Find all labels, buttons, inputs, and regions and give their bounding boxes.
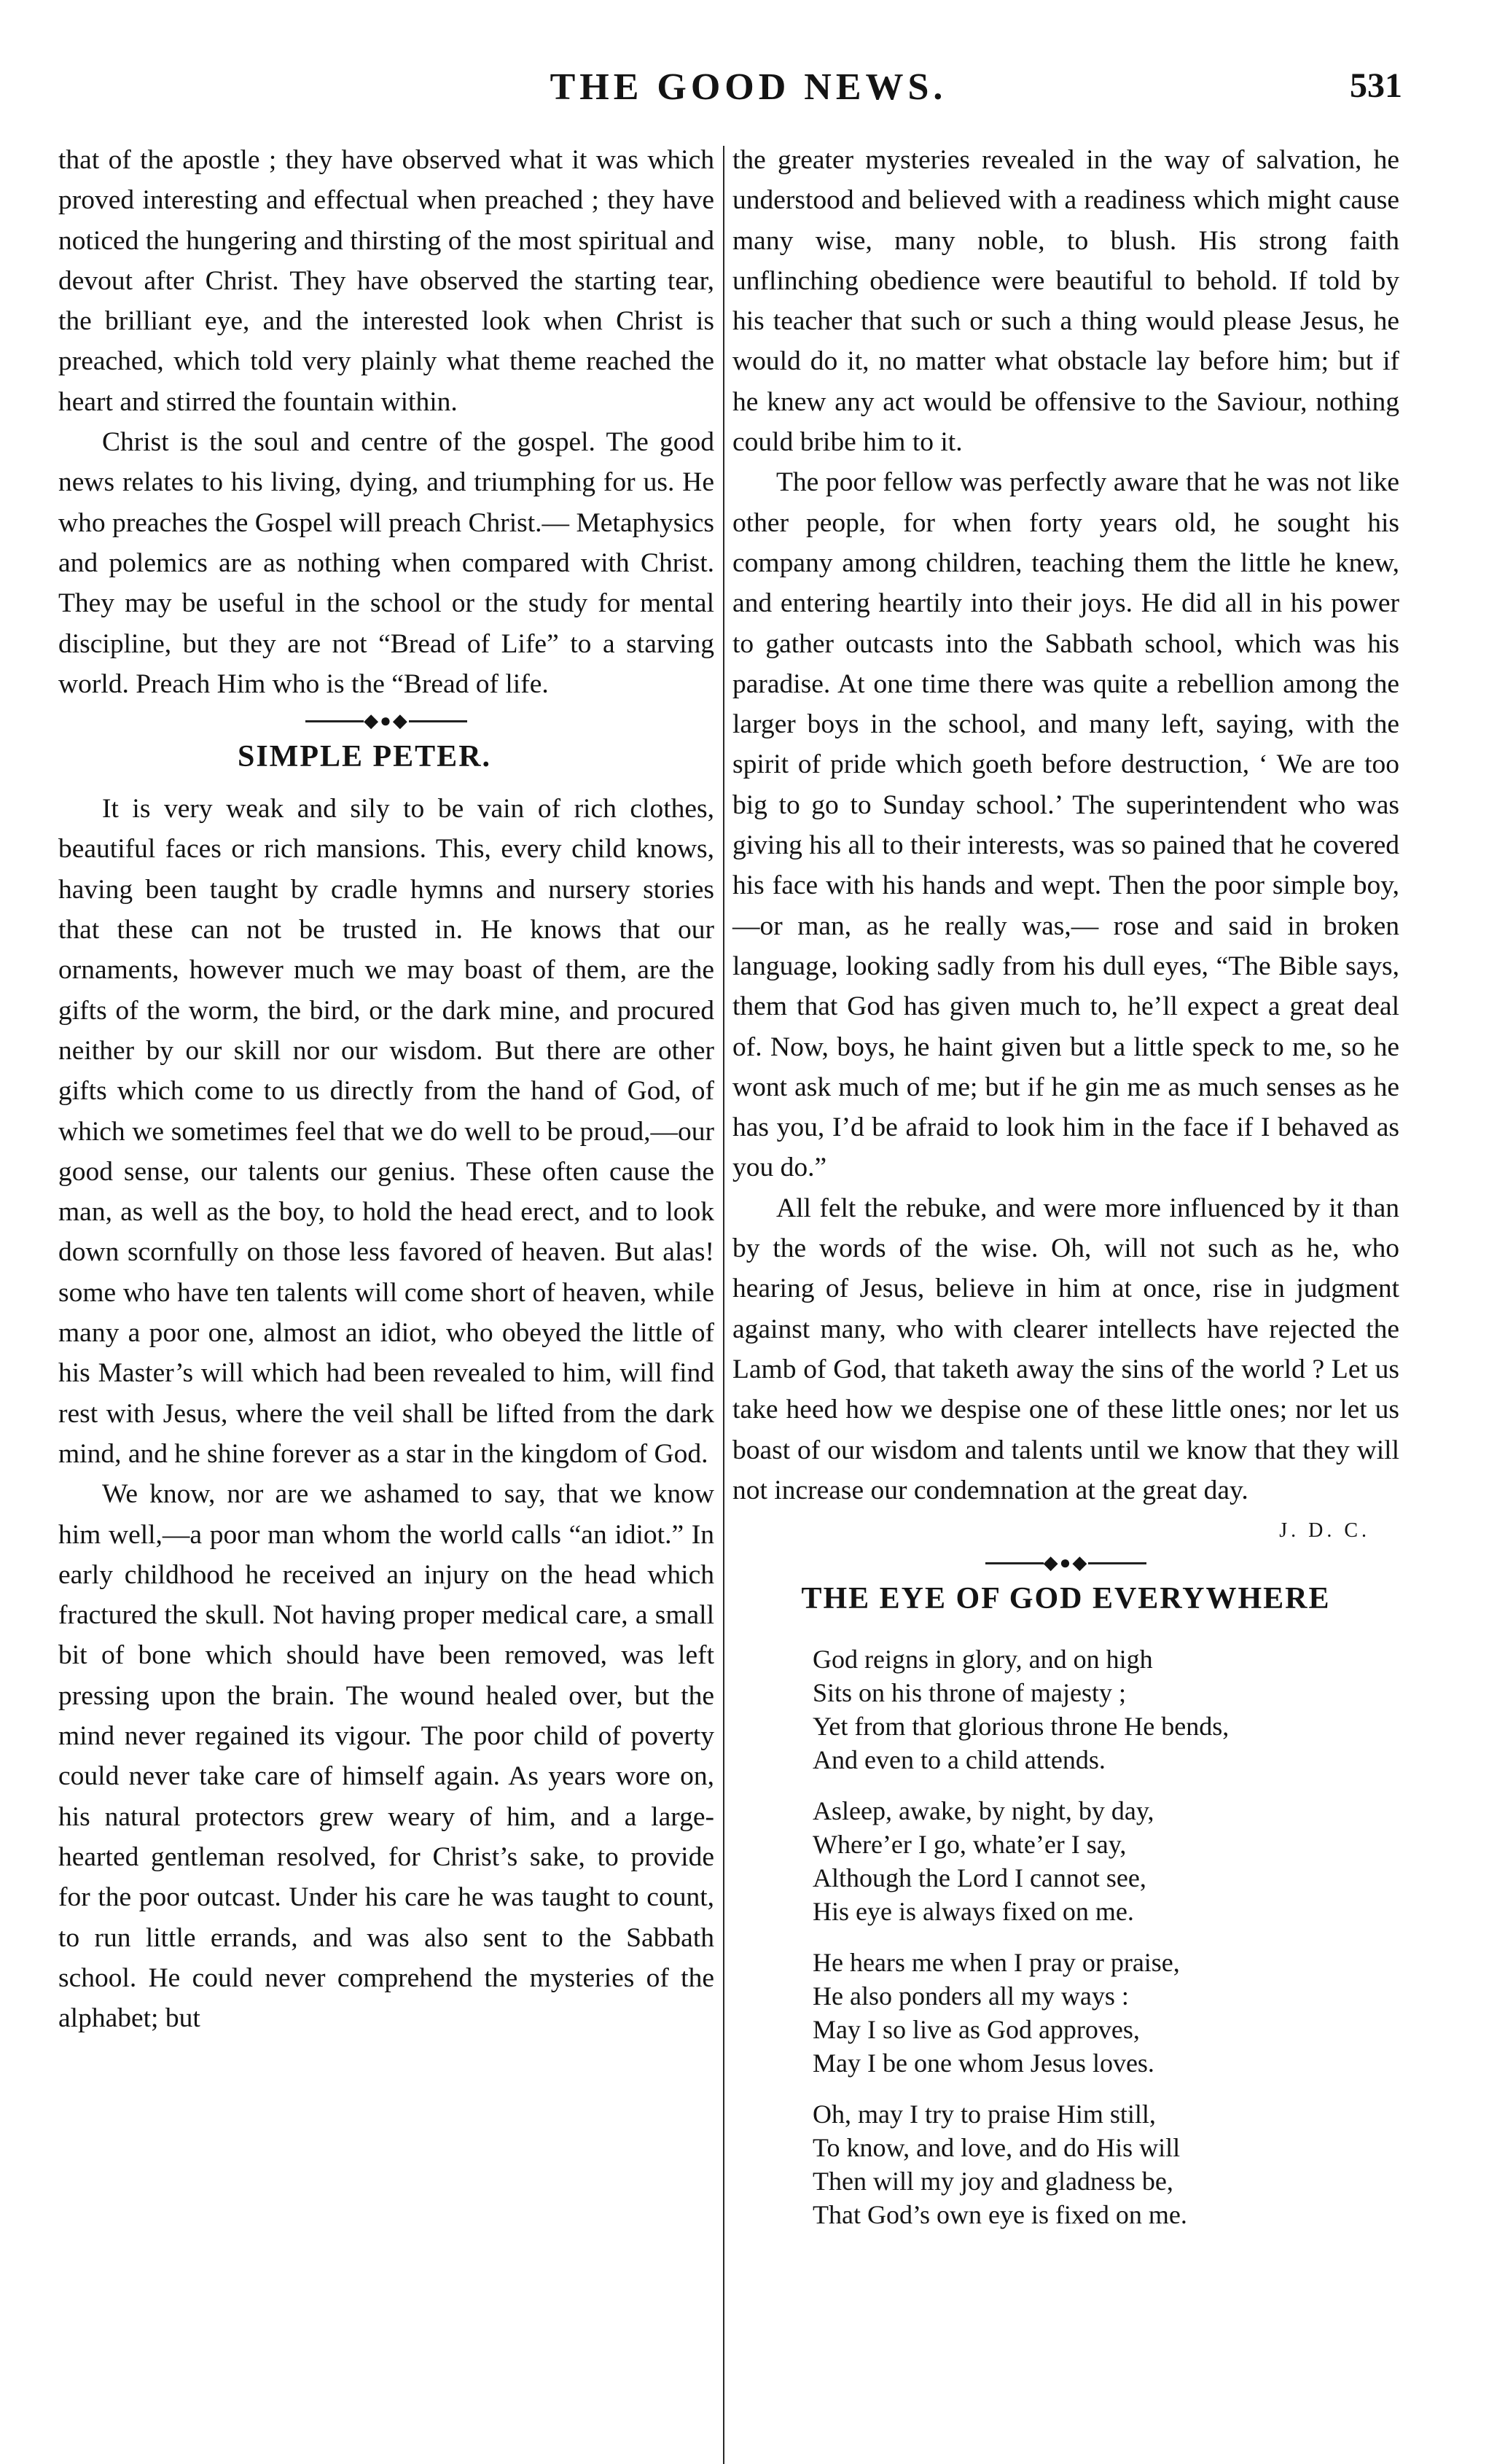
poem-stanza bbox=[813, 1946, 1399, 2080]
poem-line: Sits on his throne of majesty ; bbox=[813, 1678, 1126, 1708]
right-column bbox=[732, 140, 1399, 2249]
poem-line: That God’s own eye is fixed on me. bbox=[813, 2200, 1187, 2230]
poem-line: And even to a child attends. bbox=[813, 1745, 1106, 1775]
poem-line: He hears me when I pray or praise, bbox=[813, 1948, 1180, 1978]
paragraph: the greater mysteries revealed in the way of salvation, he understood and believed with a readiness which might cause many wise, many noble, to blush. His strong faith unflinching obedience were beautiful to behold. If told by his teacher that such or such a thing would please Jesus, he would do it, no matter what obstacle lay before him; but if he knew any act would be offensive to the Saviour, nothing could bribe him to it. bbox=[732, 145, 1399, 458]
paragraph: It is very weak and sily to be vain of rich clothes, beautiful faces or rich mansions. This, every child knows, having been taught by cradle hymns and nursery stories that these can not be trusted in. He knows that our ornaments, however much we may boast of them, are the gifts of the worm, the bird, or the dark mine, and procured neither by our skill nor our wisdom. But there are other gifts which come to us directly from the hand of God, of which we sometimes feel that we do well to be proud,—our good sense, our talents our genius. These often cause the man, as well as the boy, to hold the head erect, and to look down scornfully on those less favored of heaven. But alas! some who have ten talents will come short of heaven, while many a poor one, almost an idiot, who obeyed the little of his Master’s will which had been revealed to him, will find rest with Jesus, where the veil shall be lifted from the dark mind, and he shine forever as a star in the kingdom of God. bbox=[58, 794, 714, 1469]
poem bbox=[813, 1642, 1399, 2231]
poem-line: He also ponders all my ways : bbox=[813, 1981, 1129, 2011]
paragraph-text: All felt the rebuke, and were more influenced by it than by the words of the wise. Oh, will not such as he, who hearing of Jesus, believe in him at once, rise in judgment against many, who with clearer intellects have rejected the Lamb of God, that taketh away the sins of the world ? Let us take heed how we despise one of these little ones; nor let us boast of our wisdom and talents until we know that they will not increase our condemnation at the great day. bbox=[732, 1193, 1399, 1505]
poem-line: To know, and love, and do His will bbox=[813, 2133, 1181, 2163]
poem-stanza bbox=[813, 1794, 1399, 1928]
article-title: SIMPLE PETER. bbox=[237, 740, 492, 774]
poem-line: God reigns in glory, and on high bbox=[813, 1645, 1153, 1674]
paragraph: that of the apostle ; they have observed what it was which proved interesting and effectual when preached ; they have noticed the hungering and thirsting of the most spiritual and devout after Christ. They have observed the starting tear, the brilliant eye, and the interested look when Christ is preached, which told very plainly what theme reached the heart and stirred the fountain within. bbox=[58, 145, 714, 417]
poem-line: Where’er I go, whate’er I say, bbox=[813, 1830, 1127, 1860]
paragraph: The poor fellow was perfectly aware that he was not like other people, for when forty years old, he sought his company among children, teaching them the little he knew, and entering heartily into their joys. He did all in his power to gather outcasts into the Sabbath school, which was his paradise. At one time there was quite a rebellion among the larger boys in the school, and many left, saying, with the spirit of pride which goeth before destruction, ‘ We are too big to go to Sunday school.’ The superintendent who was giving his all to their interests, was so pained that he covered his face with his hands and wept. Then the poor simple boy,—or man, as he really was,— rose and said in broken language, looking sadly from his dull eyes, “The Bible says, them that God has given much to, he’ll expect a great deal of. Now, boys, he haint given but a little speck to me, so he wont ask much of me; but if he gin me as much senses as he has you, I’d be afraid to look him in the face if I behaved as you do.” bbox=[732, 467, 1399, 1183]
poem-line: Yet from that glorious throne He bends, bbox=[813, 1712, 1230, 1742]
publication-title: THE GOOD NEWS. bbox=[550, 66, 947, 108]
poem-title: THE EYE OF GOD EVERYWHERE bbox=[801, 1582, 1331, 1616]
poem-line: Asleep, awake, by night, by day, bbox=[813, 1796, 1154, 1826]
poem-line: Then will my joy and gladness be, bbox=[813, 2167, 1173, 2196]
paragraph bbox=[732, 1188, 1399, 1543]
poem-line: Although the Lord I cannot see, bbox=[813, 1863, 1146, 1893]
paragraph: We know, nor are we ashamed to say, that we know him well,—a poor man whom the world calls “an idiot.” In early childhood he received an injury on the head which fractured the skull. Not having proper medical care, a small bit of bone which should have been removed, was left pressing upon the brain. The wound healed over, but the mind never regained its vigour. The poor child of poverty could never take care of himself again. As years wore on, his natural protectors grew weary of him, and a large-hearted gentleman resolved, for Christ’s sake, to provide for the poor outcast. Under his care he was taught to count, to run little errands, and was also sent to the Sabbath school. He could never comprehend the mysteries of the alphabet; but bbox=[58, 1479, 714, 2034]
column-rule bbox=[723, 146, 724, 2464]
poem-stanza bbox=[813, 1642, 1399, 1777]
section-divider: ◆●◆ bbox=[732, 1551, 1399, 1574]
poem-stanza bbox=[813, 2097, 1399, 2231]
paragraph: Christ is the soul and centre of the gospel. The good news relates to his living, dying, and triumphing for us. He who preaches the Gospel will preach Christ.— Metaphysics and polemics are as nothing when compared with Christ. They may be useful in the school or the study for mental discipline, but they are not “Bread of Life” to a starving world. Preach Him who is the “Bread of life. bbox=[58, 427, 714, 699]
author-signature: J. D. C. bbox=[1279, 1519, 1370, 1543]
poem-line: His eye is always fixed on me. bbox=[813, 1897, 1134, 1927]
poem-line: May I so live as God approves, bbox=[813, 2015, 1140, 2045]
running-head bbox=[44, 66, 1453, 117]
page-number: 531 bbox=[1350, 66, 1402, 105]
left-column bbox=[58, 140, 714, 2038]
poem-line: Oh, may I try to praise Him still, bbox=[813, 2100, 1156, 2129]
poem-line: May I be one whom Jesus loves. bbox=[813, 2048, 1154, 2078]
section-divider: ◆●◆ bbox=[58, 709, 714, 732]
